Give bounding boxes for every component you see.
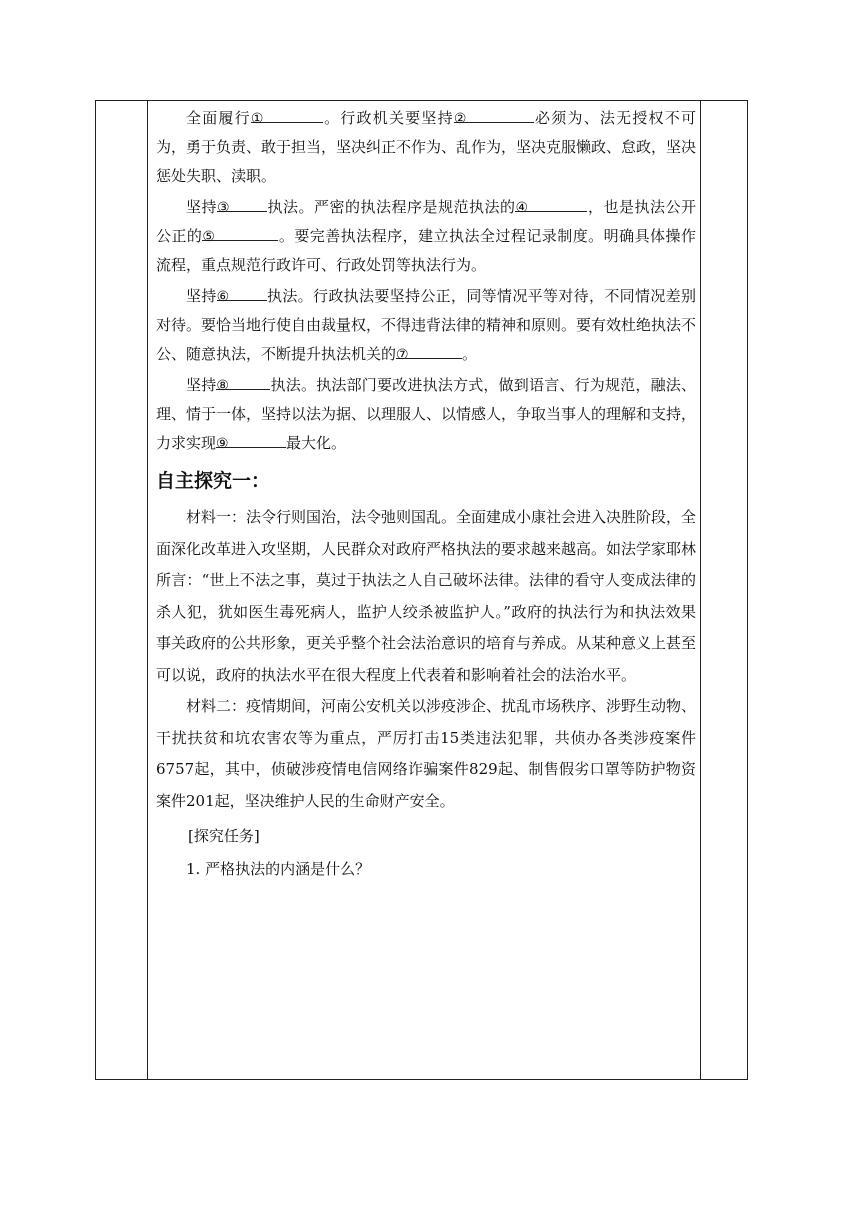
blank-number: ⑥	[216, 289, 230, 305]
blank-number: ⑧	[216, 378, 229, 394]
blank-2[interactable]	[453, 104, 534, 127]
main-content-cell	[156, 104, 696, 885]
blank-number: ④	[515, 200, 529, 216]
blank-number: ②	[453, 111, 467, 127]
task-heading: [探究任务]	[188, 827, 260, 845]
blank-number: ⑨	[216, 436, 229, 452]
text-segment: 。要完善执法程序，建立执法全过程记录制度。明确具体操作流程，重点规范行政许可、行政处罚等执法行为。	[156, 227, 696, 274]
blank-6[interactable]	[216, 282, 267, 305]
material-two: 材料二：疫情期间，河南公安机关以涉疫涉企、扰乱市场秩序、涉野生动物、干扰扶贫和坑农害农等为重点，严厉打击15类违法犯罪，共侦办各类涉疫案件6757起，其中，侦破涉疫情电信网络诈骗案件829起、制售假劣口罩等防护物资案件201起，坚决维护人民的生命财产安全。	[156, 697, 697, 810]
blank-number: ③	[217, 200, 230, 216]
blank-3[interactable]	[217, 193, 267, 216]
blank-number: ①	[250, 111, 264, 127]
text-segment: 坚持	[186, 287, 217, 305]
text-segment: ，也是执法公开公正的	[156, 198, 696, 245]
fill-in-paragraph-4	[156, 371, 696, 458]
blank-7[interactable]	[396, 340, 462, 363]
section-title: 自主探究一：	[156, 470, 271, 492]
text-segment: 坚持	[186, 198, 217, 216]
text-segment: 坚持	[186, 376, 217, 394]
text-segment: 执法。行政执法要坚持公正，同等情况平等对待，不同情况差别对待。要恰当地行使自由裁量权，不得违背法律的精神和原则。要有效杜绝执法不公、随意执法，不断提升执法机关的	[156, 287, 697, 363]
blank-1[interactable]	[250, 104, 323, 127]
blank-number: ⑤	[202, 229, 215, 245]
table-column-divider-right	[700, 101, 701, 1079]
fill-in-paragraph-3	[156, 282, 696, 369]
table-column-divider-left	[147, 101, 148, 1079]
blank-number: ⑦	[396, 347, 409, 363]
text-segment: 必须为、法无授权不可为，勇于负责、敢于担当，坚决纠正不作为、乱作为，坚决克服懒政、怠政，坚决惩处失职、渎职。	[156, 109, 697, 185]
fill-in-paragraph-2	[156, 193, 696, 280]
blank-9[interactable]	[216, 429, 286, 452]
text-segment: 。行政机关要坚持	[322, 109, 454, 127]
blank-4[interactable]	[515, 193, 587, 216]
fill-in-paragraph-1	[156, 104, 696, 191]
question-1: 1. 严格执法的内涵是什么？	[186, 860, 371, 878]
text-segment: 执法。执法部门要改进执法方式，做到语言、行为规范，融法、理、情于一体，坚持以法为据、以理服人、以情感人，争取当事人的理解和支持，力求实现	[156, 376, 697, 452]
blank-8[interactable]	[216, 371, 270, 394]
blank-5[interactable]	[202, 222, 278, 245]
material-one: 材料一：法令行则国治，法令弛则国乱。全面建成小康社会进入决胜阶段，全面深化改革进入攻坚期，人民群众对政府严格执法的要求越来越高。如法学家耶林所言：“世上不法之事，莫过于执法之人自己破坏法律。法律的看守人变成法律的杀人犯，犹如医生毒死病人，监护人绞杀被监护人。”政府的执法行为和执法效果事关政府的公共形象，更关乎整个社会法治意识的培育与养成。从某种意义上甚至可以说，政府的执法水平在很大程度上代表着和影响着社会的法治水平。	[156, 508, 697, 684]
text-segment: 最大化。	[286, 434, 347, 452]
text-segment: 执法。严密的执法程序是规范执法的	[267, 198, 516, 216]
text-segment: 。	[462, 345, 478, 363]
text-segment: 全面履行	[186, 109, 251, 127]
